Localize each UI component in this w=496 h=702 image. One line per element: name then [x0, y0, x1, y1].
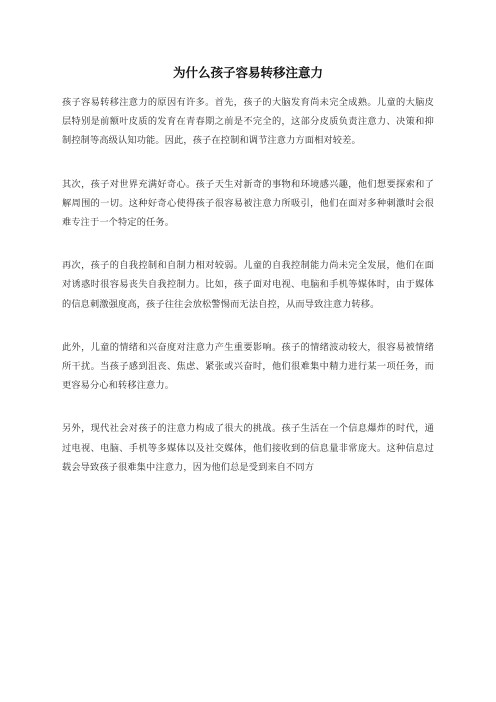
- document-body: [62, 93, 434, 501]
- paragraph-2: 其次，孩子对世界充满好奇心。孩子天生对新奇的事物和环境感兴趣，他们想要探索和了解周围的一切。这种好奇心使得孩子很容易被注意力所吸引，他们在面对多种刺激时会很难专注于一个特定的任务。: [62, 178, 434, 229]
- paragraph-1: 孩子容易转移注意力的原因有许多。首先，孩子的大脑发育尚未完全成熟。儿童的大脑皮层特别是前额叶皮质的发育在青春期之前是不完全的，这部分皮质负责注意力、决策和抑制控制等高级认知功能。因此，孩子在控制和调节注意力方面相对较差。: [62, 97, 434, 147]
- document-title: 为什么孩子容易转移注意力: [172, 65, 323, 80]
- paragraph-3: 再次，孩子的自我控制和自制力相对较弱。儿童的自我控制能力尚未完全发展，他们在面对诱惑时很容易丧失自我控制力。比如，孩子面对电视、电脑和手机等媒体时，由于媒体的信息刺激强度高，孩子往往会放松警惕而无法自控，从而导致注意力转移。: [62, 260, 434, 310]
- paragraph-5: 另外，现代社会对孩子的注意力构成了很大的挑战。孩子生活在一个信息爆炸的时代，通过电视、电脑、手机等多媒体以及社交媒体，他们接收到的信息量非常庞大。这种信息过载会导致孩子很难集中注意力，因为他们总是受到来自不同方: [62, 423, 434, 473]
- paragraph-4: 此外，儿童的情绪和兴奋度对注意力产生重要影响。孩子的情绪波动较大，很容易被情绪所干扰。当孩子感到沮丧、焦虑、紧张或兴奋时，他们很难集中精力进行某一项任务，而更容易分心和转移注意力。: [62, 341, 434, 392]
